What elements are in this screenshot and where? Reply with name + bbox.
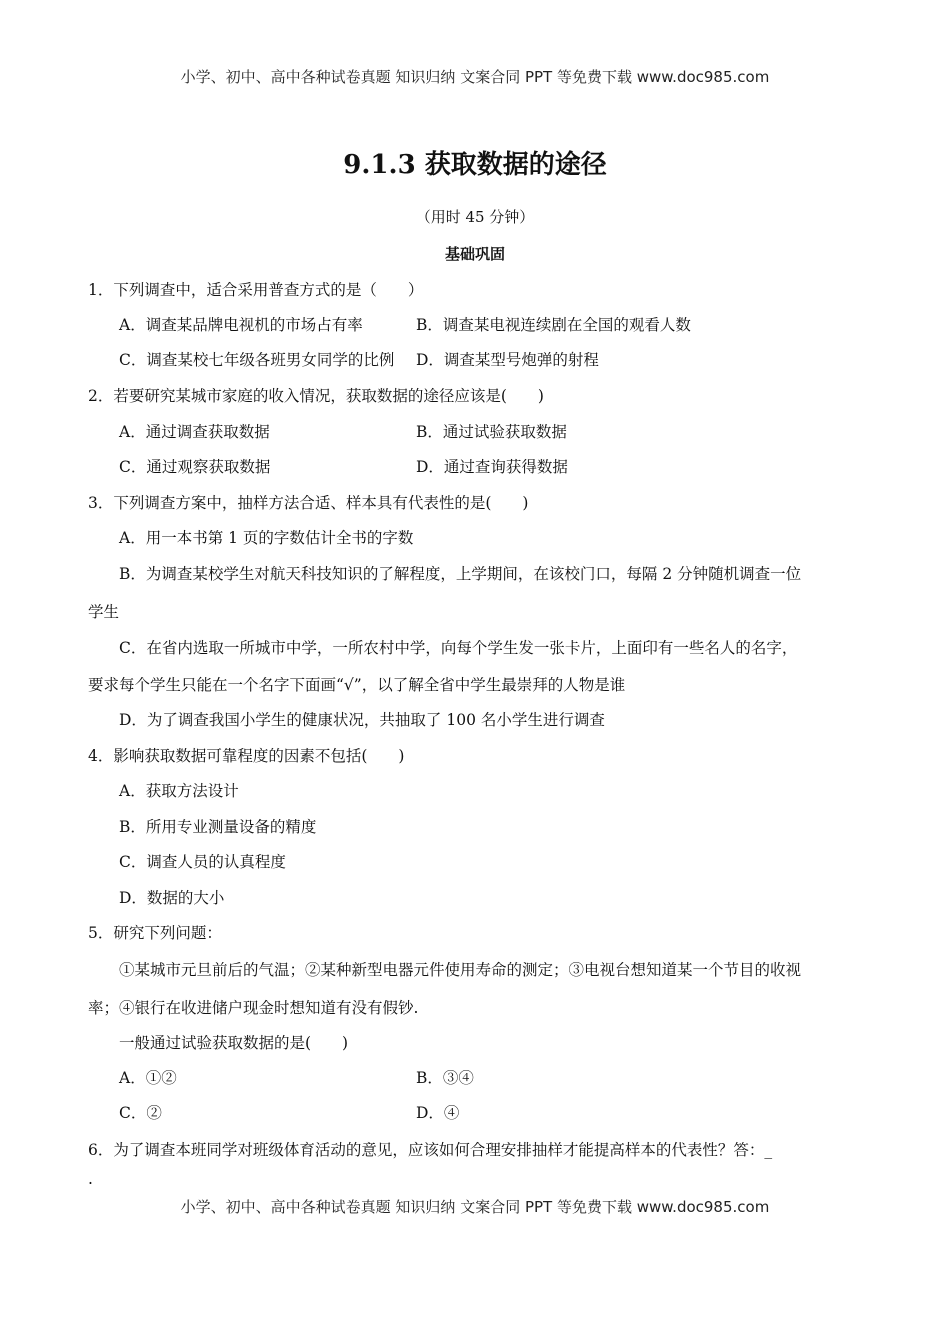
question-6-tail: . [88,1170,93,1188]
q3-option-c-cont: 要求每个学生只能在一个名字下面画“√”，以了解全省中学生最崇拜的人物是谁 [88,676,626,694]
q1-option-c: C．调查某校七年级各班男女同学的比例 [119,351,395,369]
time-limit: （用时 45 分钟） [415,208,535,226]
q3-option-a: A．用一本书第 1 页的字数估计全书的字数 [119,529,414,547]
question-4: 4．影响获取数据可靠程度的因素不包括( ) [88,747,405,765]
q5-passage-cont: 率；④银行在收进储户现金时想知道有没有假钞. [88,999,419,1017]
question-3: 3．下列调查方案中，抽样方法合适、样本具有代表性的是( ) [88,494,529,512]
q4-option-c: C．调查人员的认真程度 [119,853,286,871]
q2-option-d: D．通过查询获得数据 [416,458,568,476]
q4-option-a: A．获取方法设计 [119,782,239,800]
page-footer: 小学、初中、高中各种试卷真题 知识归纳 文案合同 PPT 等免费下载 www.doc985.com [180,1198,770,1216]
q5-passage: ①某城市元旦前后的气温；②某种新型电器元件使用寿命的测定；③电视台想知道某一个节目的收视 [119,961,802,979]
q3-option-b: B．为调查某校学生对航天科技知识的了解程度，上学期间，在该校门口，每隔 2 分钟随机调查一位 [119,565,802,583]
q1-option-d: D．调查某型号炮弹的射程 [416,351,599,369]
question-6: 6．为了调查本班同学对班级体育活动的意见，应该如何合理安排抽样才能提高样本的代表性？答：_ [88,1141,773,1159]
page-title: 9.1.3 获取数据的途径 [343,150,607,180]
q5-option-d: D．④ [416,1104,460,1122]
q2-option-a: A．通过调查获取数据 [119,423,270,441]
q5-prompt: 一般通过试验获取数据的是( ) [119,1034,349,1052]
section-heading: 基础巩固 [444,245,505,263]
question-2: 2．若要研究某城市家庭的收入情况，获取数据的途径应该是( ) [88,387,544,405]
q1-option-b: B．调查某电视连续剧在全国的观看人数 [416,316,691,334]
q4-option-d: D．数据的大小 [119,889,225,907]
q5-option-a: A．①② [119,1069,177,1087]
q3-option-c: C．在省内选取一所城市中学，一所农村中学，向每个学生发一张卡片，上面印有一些名人的名字， [119,639,798,657]
page-header: 小学、初中、高中各种试卷真题 知识归纳 文案合同 PPT 等免费下载 www.doc985.com [180,68,770,86]
q2-option-c: C．通过观察获取数据 [119,458,271,476]
q3-option-b-cont: 学生 [88,603,120,621]
q1-option-a: A．调查某品牌电视机的市场占有率 [119,316,363,334]
q4-option-b: B．所用专业测量设备的精度 [119,818,317,836]
question-5: 5．研究下列问题： [88,924,222,942]
q2-option-b: B．通过试验获取数据 [416,423,567,441]
q5-option-b: B．③④ [416,1069,474,1087]
question-1: 1．下列调查中，适合采用普查方式的是（ ） [88,281,424,299]
q3-option-d: D．为了调查我国小学生的健康状况，共抽取了 100 名小学生进行调查 [119,711,605,729]
q5-option-c: C．② [119,1104,162,1122]
